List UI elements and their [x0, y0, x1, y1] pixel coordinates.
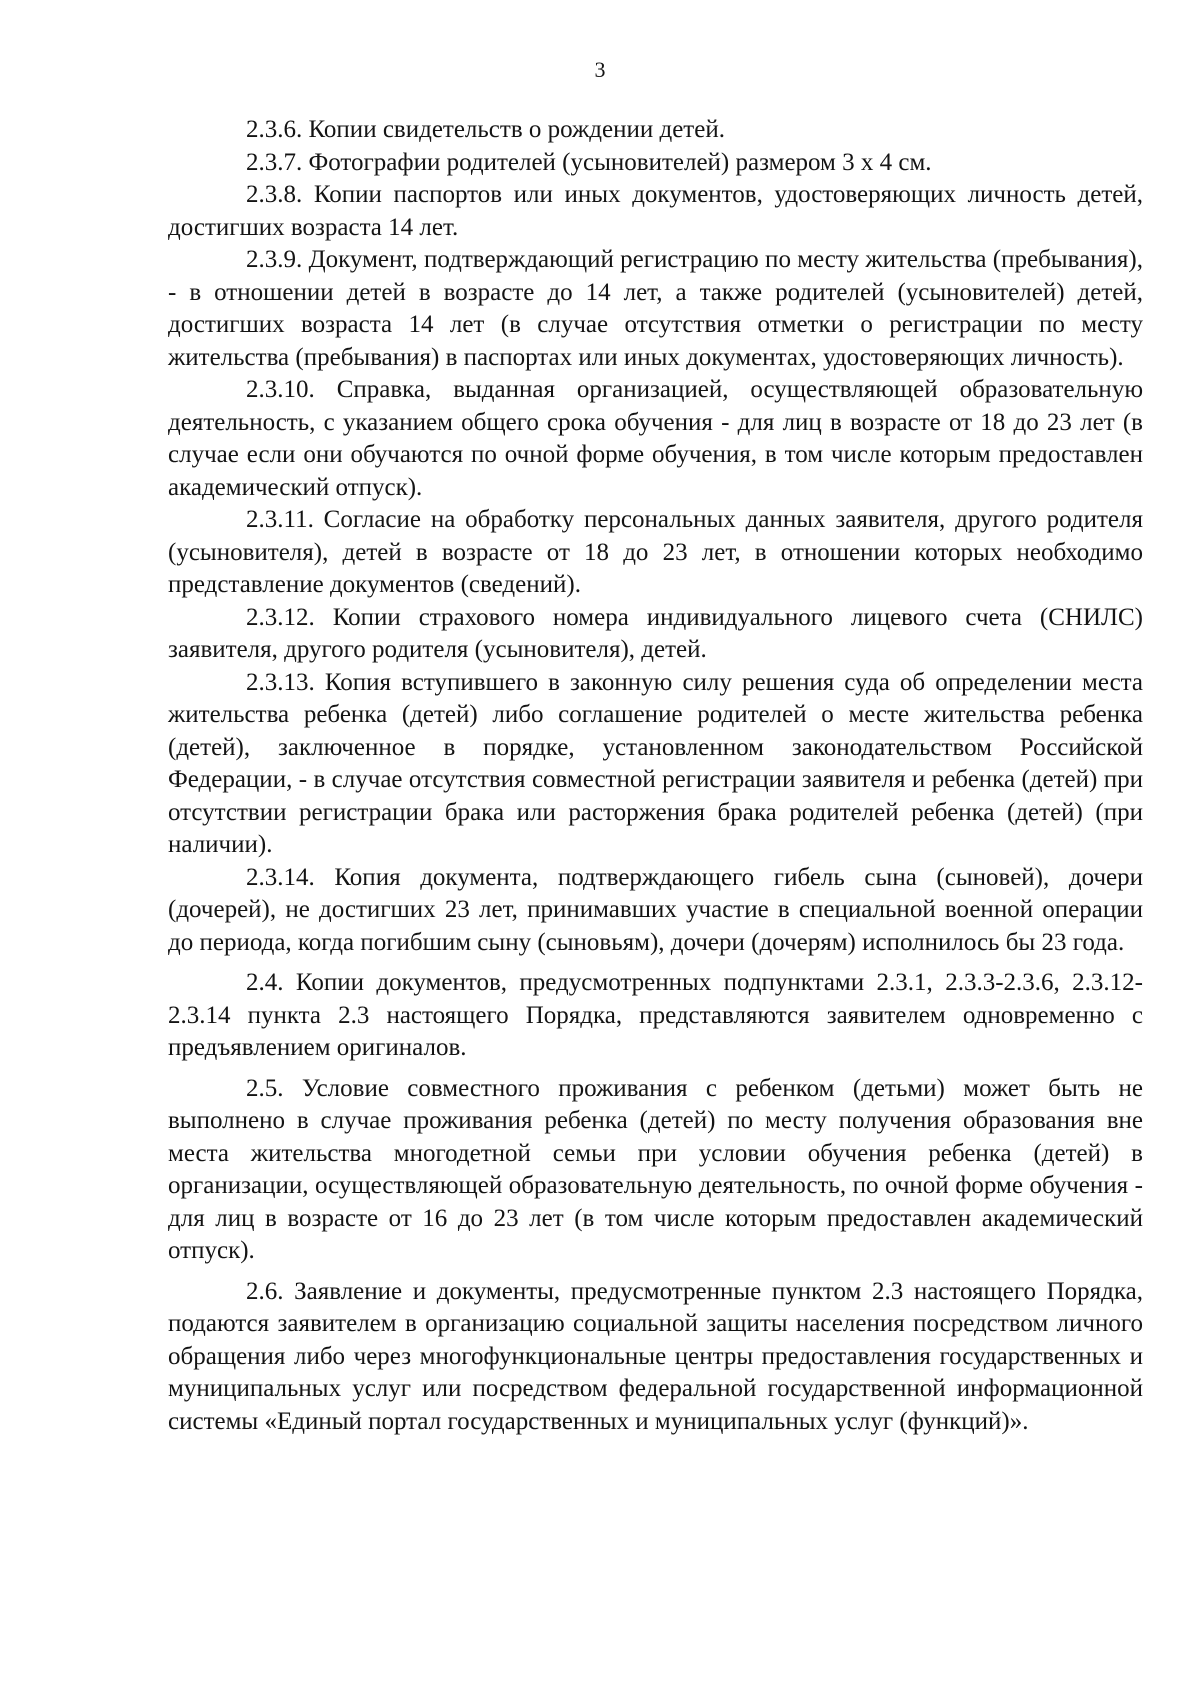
paragraph-2-3-12: 2.3.12. Копии страхового номера индивидуального лицевого счета (СНИЛС) заявителя, другого родителя (усыновителя), детей.	[168, 603, 1143, 663]
paragraph-2-3-7: 2.3.7. Фотографии родителей (усыновителей) размером 3 х 4 см.	[246, 148, 932, 176]
paragraph-2-3-13: 2.3.13. Копия вступившего в законную силу решения суда об определении места жительства ребенка (детей) либо соглашение родителей о месте жительства ребенка (детей), заключенное в порядке, установленном законодательством Российской Федерации, - в случае отсутствия совместной регистрации заявителя и ребенка (детей) при отсутствии регистрации брака или расторжения брака родителей ребенка (детей) (при наличии).	[168, 668, 1143, 858]
paragraph-2-3-14: 2.3.14. Копия документа, подтверждающего гибель сына (сыновей), дочери (дочерей), не достигших 23 лет, принимавших участие в специальной военной операции до периода, когда погибшим сыну (сыновьям), дочери (дочерям) исполнилось бы 23 года.	[168, 863, 1143, 956]
paragraph-2-3-11: 2.3.11. Согласие на обработку персональных данных заявителя, другого родителя (усыновителя), детей в возрасте от 18 до 23 лет, в отношении которых необходимо представление документов (сведений).	[168, 506, 1143, 598]
paragraph-2-3-9: 2.3.9. Документ, подтверждающий регистрацию по месту жительства (пребывания), - в отношении детей в возрасте до 14 лет, а также родителей (усыновителей) детей, достигших возраста 14 лет (в случае отсутствия отметки о регистрации по месту жительства (пребывания) в паспортах или иных документах, удостоверяющих личность).	[168, 246, 1143, 371]
page-number: 3	[594, 57, 606, 82]
paragraph-2-3-8: 2.3.8. Копии паспортов или иных документов, удостоверяющих личность детей, достигших возраста 14 лет.	[168, 181, 1143, 241]
paragraph-2-4: 2.4. Копии документов, предусмотренных подпунктами 2.3.1, 2.3.3-2.3.6, 2.3.12-2.3.14 пункта 2.3 настоящего Порядка, представляются заявителем одновременно с предъявлением оригиналов.	[168, 969, 1143, 1061]
document-body	[168, 114, 1143, 1438]
paragraph-2-5: 2.5. Условие совместного проживания с ребенком (детьми) может быть не выполнено в случае проживания ребенка (детей) по месту получения образования вне места жительства многодетной семьи при условии обучения ребенка (детей) в организации, осуществляющей образовательную деятельность, по очной форме обучения - для лиц в возрасте от 16 до 23 лет (в том числе которым предоставлен академический отпуск).	[168, 1074, 1143, 1264]
paragraph-2-3-6: 2.3.6. Копии свидетельств о рождении детей.	[246, 116, 725, 143]
paragraph-2-3-10: 2.3.10. Справка, выданная организацией, осуществляющей образовательную деятельность, с указанием общего срока обучения - для лиц в возрасте от 18 до 23 лет (в случае если они обучаются по очной форме обучения, в том числе которым предоставлен академический отпуск).	[168, 376, 1143, 501]
paragraph-2-6: 2.6. Заявление и документы, предусмотренные пунктом 2.3 настоящего Порядка, подаются заявителем в организацию социальной защиты населения посредством личного обращения либо через многофункциональные центры предоставления государственных и муниципальных услуг или посредством федеральной государственной информационной системы «Единый портал государственных и муниципальных услуг (функций)».	[168, 1277, 1143, 1435]
